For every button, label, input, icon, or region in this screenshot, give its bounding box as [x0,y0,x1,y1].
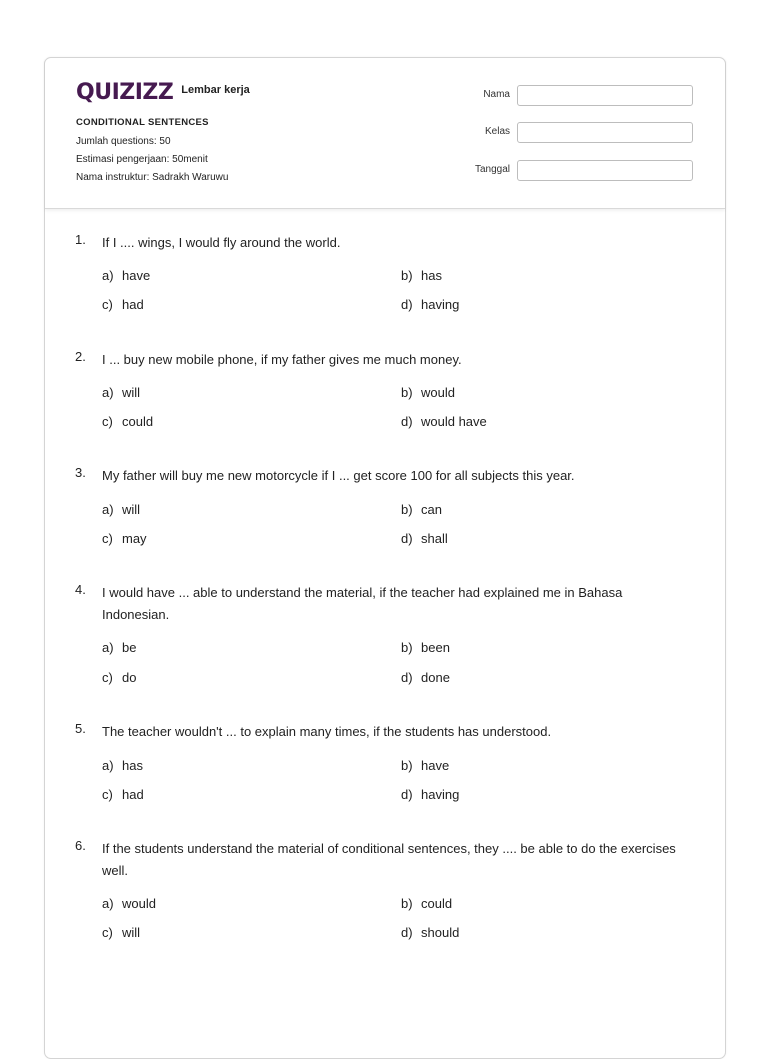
option-a[interactable] [102,758,143,773]
question-number: 2. [75,349,86,364]
question-number: 4. [75,582,86,597]
option-letter: b) [401,268,413,283]
option-text: will [122,925,141,940]
option-c[interactable] [102,670,136,685]
question-number: 1. [75,232,86,247]
question-text: If I .... wings, I would fly around the world. [102,235,341,250]
question-count: Jumlah questions: 50 [76,136,171,147]
option-d[interactable] [401,670,450,685]
worksheet-title: CONDITIONAL SENTENCES [76,117,209,128]
option-letter: d) [401,925,413,940]
option-c[interactable] [102,925,140,940]
option-letter: d) [401,297,413,312]
option-text: had [122,787,144,802]
option-c[interactable] [102,531,147,546]
option-text: done [421,670,450,685]
worksheet [44,57,726,1059]
option-letter: a) [102,640,114,655]
option-letter: a) [102,758,114,773]
option-text: do [122,670,137,685]
date-field[interactable] [517,160,693,181]
name-field[interactable] [517,85,693,106]
option-letter: d) [401,531,413,546]
option-text: having [421,787,460,802]
option-d[interactable] [401,531,448,546]
option-letter: b) [401,758,413,773]
option-text: shall [421,531,448,546]
option-text: be [122,640,137,655]
option-text: has [122,758,143,773]
worksheet-header [45,58,725,209]
option-a[interactable] [102,640,136,655]
date-label: Tanggal [474,164,510,175]
class-label: Kelas [484,126,510,137]
question-number: 6. [75,838,86,853]
class-field[interactable] [517,122,693,143]
option-a[interactable] [102,268,150,283]
option-c[interactable] [102,297,144,312]
option-text: may [122,531,147,546]
option-text: should [421,925,460,940]
option-letter: d) [401,670,413,685]
option-d[interactable] [401,925,459,940]
option-letter: b) [401,640,413,655]
option-letter: b) [401,896,413,911]
option-letter: d) [401,414,413,429]
option-b[interactable] [401,896,452,911]
sheet-type-label: Lembar kerja [181,83,250,96]
question-text: My father will buy me new motorcycle if I ... get score 100 for all subjects this year. [102,468,575,483]
option-letter: a) [102,268,114,283]
option-b[interactable] [401,640,450,655]
option-a[interactable] [102,896,156,911]
option-b[interactable] [401,502,442,517]
option-a[interactable] [102,385,140,400]
question-text: I ... buy new mobile phone, if my father gives me much money. [102,352,462,367]
option-letter: c) [102,925,113,940]
option-letter: b) [401,385,413,400]
option-text: had [122,297,144,312]
option-c[interactable] [102,414,153,429]
option-text: has [421,268,442,283]
option-text: would [421,385,455,400]
option-letter: d) [401,787,413,802]
question-number: 5. [75,721,86,736]
name-label: Nama [483,89,510,100]
option-d[interactable] [401,414,487,429]
option-text: could [421,896,453,911]
option-letter: c) [102,297,113,312]
time-estimate: Estimasi pengerjaan: 50menit [76,154,208,165]
option-b[interactable] [401,385,455,400]
question-text: If the students understand the material of conditional sentences, they .... be able to do the exercises well. [102,841,676,878]
option-text: been [421,640,450,655]
option-d[interactable] [401,297,459,312]
option-letter: c) [102,414,113,429]
option-d[interactable] [401,787,459,802]
option-text: would have [421,414,487,429]
quizizz-logo: QUIZIZZ [76,80,174,105]
option-a[interactable] [102,502,140,517]
option-c[interactable] [102,787,144,802]
option-letter: c) [102,670,113,685]
question-text: The teacher wouldn't ... to explain many times, if the students has understood. [102,724,552,739]
option-text: have [122,268,151,283]
option-b[interactable] [401,758,449,773]
option-b[interactable] [401,268,442,283]
option-letter: a) [102,502,114,517]
option-text: can [421,502,442,517]
option-letter: c) [102,531,113,546]
option-letter: c) [102,787,113,802]
option-text: could [122,414,154,429]
logo-row [76,80,250,105]
option-text: will [122,502,141,517]
instructor-name: Nama instruktur: Sadrakh Waruwu [76,172,229,183]
option-letter: a) [102,385,114,400]
option-text: will [122,385,141,400]
option-letter: a) [102,896,114,911]
question-text: I would have ... able to understand the material, if the teacher had explained me in Bahasa Indonesian. [102,585,623,622]
option-text: have [421,758,450,773]
option-letter: b) [401,502,413,517]
question-number: 3. [75,465,86,480]
option-text: having [421,297,460,312]
option-text: would [122,896,156,911]
